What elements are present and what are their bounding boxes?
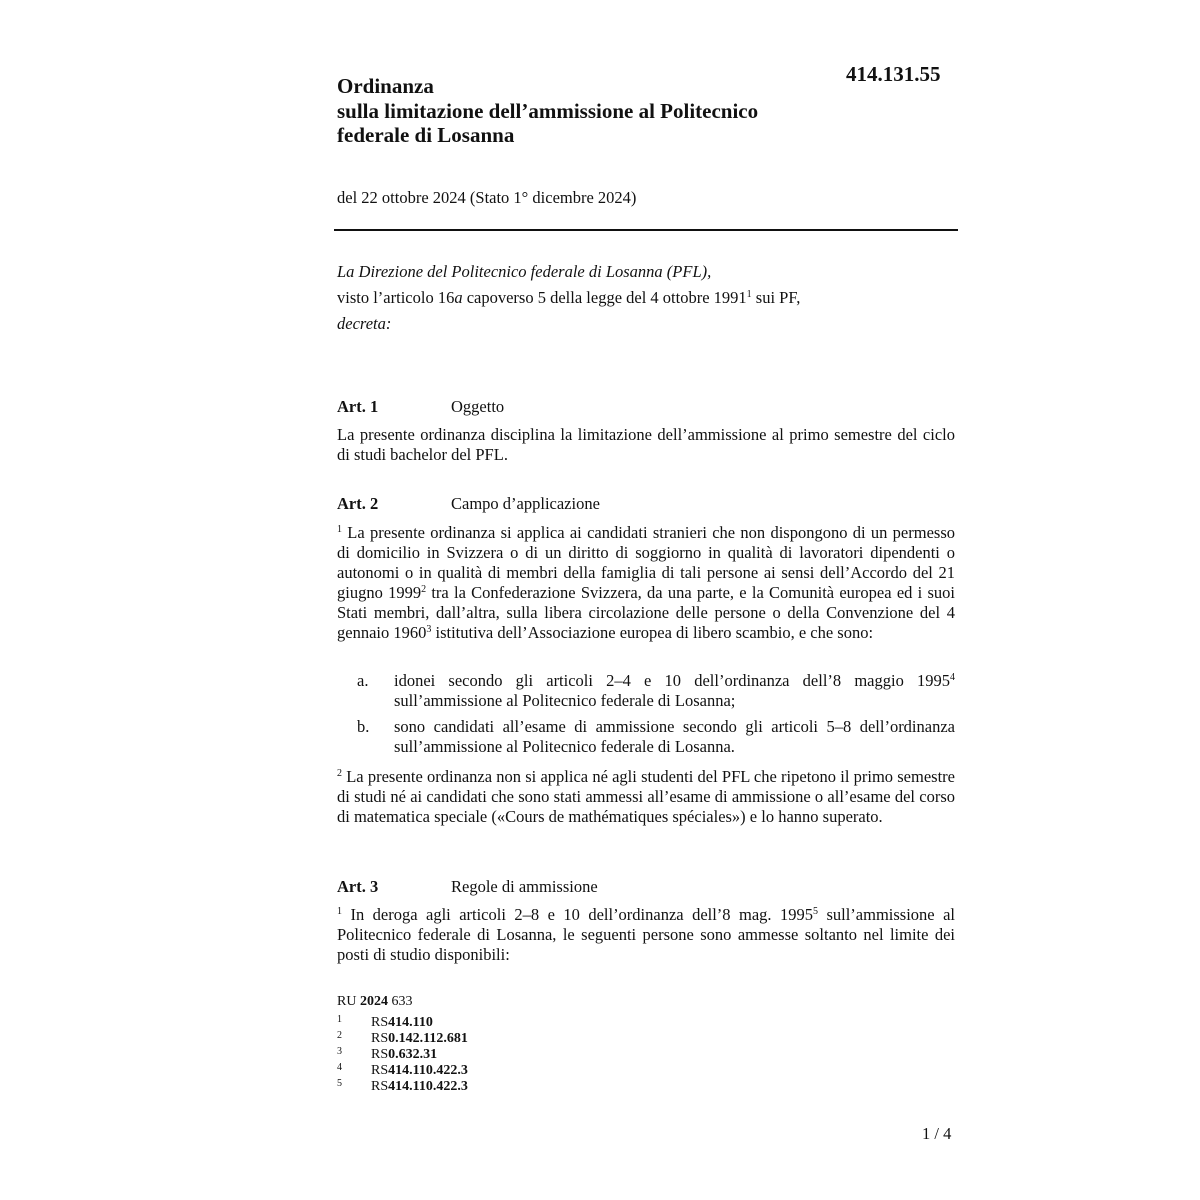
footnote: 1 RS 414.110: [337, 1014, 433, 1030]
date-line: del 22 ottobre 2024 (Stato 1° dicembre 2024): [337, 188, 637, 207]
article-1-text: La presente ordinanza disciplina la limitazione dell’ammissione al primo semestre del ciclo di studi bachelor del PFL.: [337, 425, 955, 464]
article-title: Campo d’applicazione: [451, 494, 600, 513]
header-divider: [334, 229, 958, 231]
article-1-body: [337, 425, 955, 465]
article-title: Oggetto: [451, 397, 505, 416]
paragraph-number: 1: [337, 906, 342, 917]
list-item: b. sono candidati all’esame di ammissione secondo gli articoli 5–8 dell’ordinanza sull’ammissione al Politecnico federale di Losanna.: [357, 717, 955, 756]
article-number: Art. 3: [337, 877, 379, 896]
footnote: 4 RS 414.110.422.3: [337, 1062, 468, 1078]
preamble-basis: visto l’articolo 16a capoverso 5 della legge del 4 ottobre 1991$^1$ sui PF,: [337, 288, 801, 307]
document-title: [337, 74, 837, 148]
preamble-decree: decreta:: [337, 314, 392, 333]
footnote-ref[interactable]: 2: [421, 584, 427, 595]
footnote-ref[interactable]: 5: [813, 906, 818, 917]
footnote: 3 RS 0.632.31: [337, 1046, 438, 1062]
article-3-heading: [337, 877, 598, 897]
article-1-heading: [337, 397, 504, 417]
footnote-ref[interactable]: 3: [426, 624, 432, 635]
page-number: 1 / 4: [922, 1124, 952, 1143]
paragraph-number: 1: [337, 524, 342, 535]
article-number: Art. 1: [337, 397, 379, 416]
article-number: Art. 2: [337, 494, 379, 513]
list-item: a. idonei secondo gli articoli 2–4 e 10 dell’ordinanza dell’8 maggio 1995$^4$ sull’ammissione al Politecnico federale di Losanna;: [357, 671, 955, 710]
footnotes: [337, 1015, 468, 1095]
footnote-ref[interactable]: 1: [746, 289, 752, 300]
ru-reference: RU 2024 633: [337, 994, 413, 1009]
article-title: Regole di ammissione: [451, 877, 598, 896]
article-3-paragraph-1: $^1$ In deroga agli articoli 2–8 e 10 dell’ordinanza dell’8 mag. 1995$^5$ sull’ammissione al Politecnico federale di Losanna, le seguenti persone sono ammesse soltanto nel limite dei posti di studio disponibili:: [337, 905, 955, 964]
paragraph-number: 2: [337, 768, 342, 779]
footnote: 2 RS 0.142.112.681: [337, 1030, 468, 1046]
preamble: [337, 259, 957, 337]
preamble-authority: La Direzione del Politecnico federale di Losanna (PFL),: [337, 262, 712, 281]
title-line: Ordinanza: [337, 74, 434, 98]
article-2-heading: [337, 494, 600, 514]
footnote: 5 RS 414.110.422.3: [337, 1078, 468, 1094]
footnote-ref[interactable]: 4: [950, 672, 955, 683]
title-line: federale di Losanna: [337, 123, 515, 147]
article-2-list: [337, 671, 955, 757]
sr-number: 414.131.55: [846, 62, 941, 86]
article-2-paragraph-1: $^1$ La presente ordinanza si applica ai candidati stranieri che non dispongono di un permesso di domicilio in Svizzera o di un diritto di soggiorno in qualità di lavoratori dipendenti o autonomi o in qualità di membri della famiglia di tali persone ai sensi dell’Accordo del 21 giugno 1999$^2$ tra la Confederazione Svizzera, da una parte, e la Comunità europea ed i suoi Stati membri, dall’altra, sulla libera circolazione delle persone o della Convenzione del 4 gennaio 1960$^3$ istitutiva dell’Associazione europea di libero scambio, e che sono:: [337, 523, 955, 642]
article-2-paragraph-2: $^2$ La presente ordinanza non si applica né agli studenti del PFL che ripetono il primo semestre di studi né ai candidati che sono stati ammessi all’esame di ammissione o all’esame del corso di matematica speciale («Cours de mathématiques spéciales») e lo hanno superato.: [337, 767, 955, 826]
title-line: sulla limitazione dell’ammissione al Politecnico: [337, 98, 759, 123]
